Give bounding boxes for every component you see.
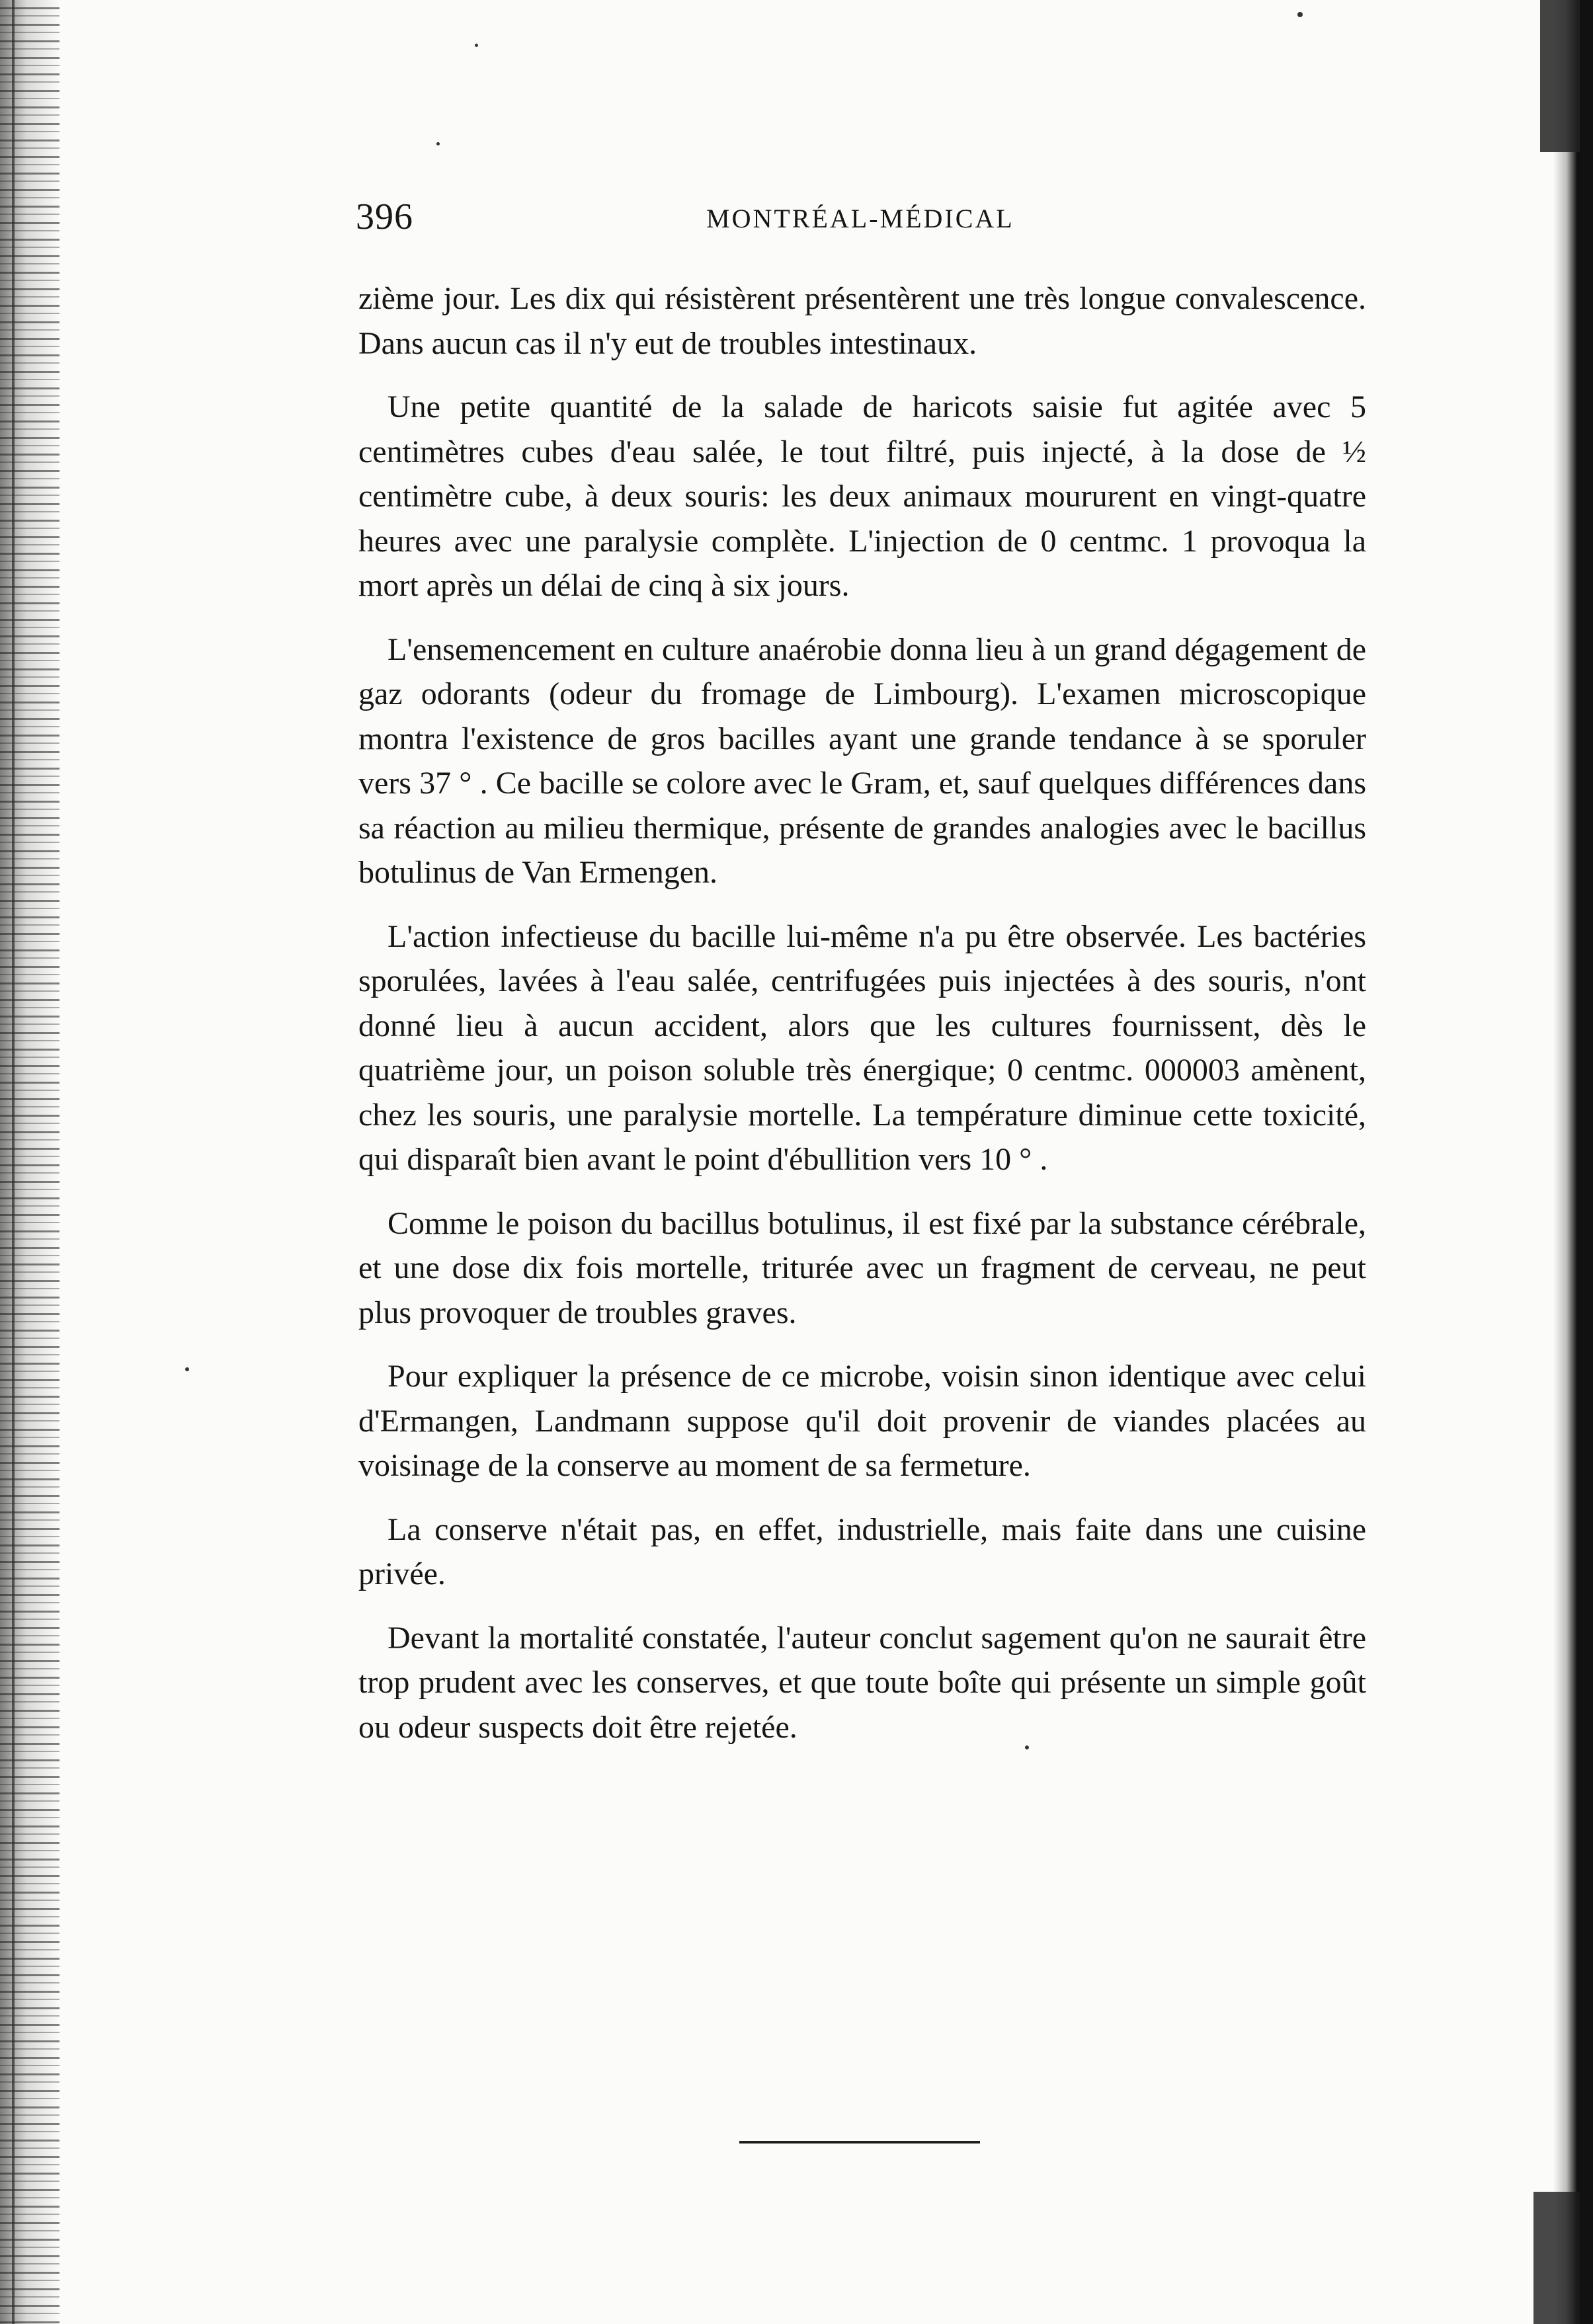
paragraph: Devant la mortalité constatée, l'auteur conclut sagement qu'on ne saurait être trop prudent avec les conserves, et que toute boîte qui présente un simple goût ou odeur suspects doit être rejetée. bbox=[358, 1620, 1366, 1745]
paragraph: L'action infectieuse du bacille lui-même n'a pu être observée. Les bactéries sporulées, lavées à l'eau salée, centrifugées puis injectées à des souris, n'ont donné lieu à aucun accident, alors que les cultures fournissent, dès le quatrième jour, un poison soluble très énergique; 0 centmc. 000003 amènent, chez les souris, une paralysie mortelle. La température diminue cette toxicité, qui disparaît bien avant le point d'ébullition vers 10 ° . bbox=[358, 918, 1366, 1177]
scan-speck bbox=[436, 142, 440, 145]
scan-edge-right-bottom bbox=[1533, 2192, 1580, 2324]
page-number: 396 bbox=[356, 196, 413, 237]
paragraph: La conserve n'était pas, en effet, industrielle, mais faite dans une cuisine privée. bbox=[358, 1511, 1366, 1591]
paragraph: Pour expliquer la présence de ce microbe, voisin sinon identique avec celui d'Ermangen, Landmann suppose qu'il doit provenir de viandes placées au voisinage de la conserve au moment de sa fermeture. bbox=[358, 1359, 1366, 1483]
scan-speck bbox=[1297, 12, 1303, 17]
paragraph: L'ensemencement en culture anaérobie donna lieu à un grand dégagement de gaz odorants (odeur du fromage de Limbourg). L'examen microscopique montra l'existence de gros bacilles ayant une grande tendance à se sporuler vers 37 ° . Ce bacille se colore avec le Gram, et, sauf quelques différences dans sa réaction au milieu thermique, présente de grandes analogies avec le bacillus botulinus de Van Ermengen. bbox=[358, 631, 1366, 890]
paragraph: Comme le poison du bacillus botulinus, il est fixé par la substance cérébrale, et une dose dix fois mortelle, triturée avec un fragment de cerveau, ne peut plus provoquer de troubles graves. bbox=[358, 1205, 1366, 1330]
running-head: MONTRÉAL-MÉDICAL bbox=[706, 204, 1014, 233]
scan-edge-right bbox=[1553, 0, 1593, 2324]
scan-edge-right-top bbox=[1540, 0, 1580, 152]
scan-binding-edge-left bbox=[0, 0, 60, 2324]
scan-binding-line bbox=[12, 0, 15, 2324]
paragraph: Une petite quantité de la salade de haricots saisie fut agitée avec 5 centimètres cubes d'eau salée, le tout filtré, puis injecté, à la dose de ½ centimètre cube, à deux souris: les deux animaux moururent en vingt-quatre heures avec une paralysie complète. L'injection de 0 centmc. 1 provoqua la mort après un délai de cinq à six jours. bbox=[358, 389, 1366, 603]
scan-speck bbox=[475, 44, 478, 47]
scan-speck bbox=[185, 1367, 189, 1371]
section-end-rule bbox=[739, 2141, 980, 2144]
paragraph: zième jour. Les dix qui résistèrent présentèrent une très longue convalescence. Dans aucun cas il n'y eut de troubles intestinaux. bbox=[358, 281, 1366, 361]
page-header bbox=[356, 190, 1368, 243]
article-body bbox=[358, 276, 1366, 1769]
